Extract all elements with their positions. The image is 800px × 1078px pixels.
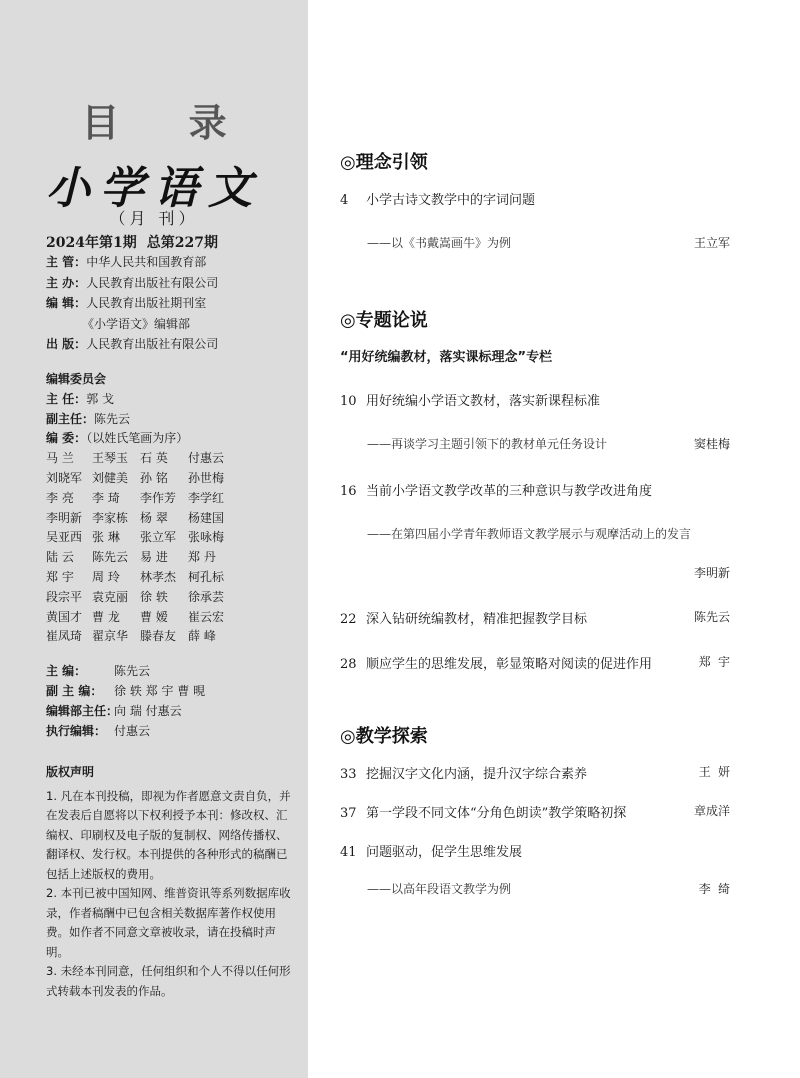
article-subtitle: ——再谈学习主题引领下的教材单元任务设计 <box>367 437 608 451</box>
committee-member: 崔凤琦 <box>46 629 83 644</box>
committee-member: 易 进 <box>140 550 168 565</box>
committee-member: 黄国才 <box>46 609 83 624</box>
article-subtitle-row <box>367 234 730 251</box>
page-number: 28 <box>340 657 357 672</box>
toc-entry[interactable] <box>340 390 730 409</box>
committee-member: 杨 翠 <box>140 510 168 525</box>
editors-list <box>46 661 205 741</box>
committee-member: 徐承芸 <box>188 589 225 604</box>
copyright-item: 1. 凡在本刊投稿，即视为作者愿意文责自负，并在发表后自愿将以下权利授予本刊：修改权、汇编权、印刷权及电子版的复制权、网络传播权、翻译权、发行权。本刊提供的各种形式的稿酬已包括上述版权的费用。 <box>46 788 291 881</box>
article-subtitle: ——以《书戴嵩画牛》为例 <box>367 236 512 250</box>
article-author: 窦桂梅 <box>693 437 730 451</box>
article-title: 深入钻研统编教材，精准把握教学目标 <box>366 612 588 627</box>
committee-member-list <box>46 449 234 647</box>
committee-member: 马 兰 <box>46 451 74 466</box>
committee-member: 付惠云 <box>188 451 225 466</box>
pub-row: 《小学语文》编辑部 <box>82 316 191 331</box>
article-subtitle-row <box>367 880 730 897</box>
editor-row: 主 编： 陈先云 <box>46 664 151 678</box>
committee-member: 徐 轶 <box>140 589 168 604</box>
page-number: 10 <box>340 394 357 409</box>
committee-member: 李学红 <box>188 490 225 505</box>
section-title: ◎专题论说 <box>340 310 428 331</box>
issue-number: 2024年第1期 <box>46 235 137 251</box>
page-number: 16 <box>340 484 357 499</box>
committee-member: 李作芳 <box>140 490 177 505</box>
article-author: 章成洋 <box>693 804 730 818</box>
committee-heading: 编辑委员会 <box>46 372 107 386</box>
pub-row: 编 辑：人民教育出版社期刊室 <box>46 296 207 310</box>
committee-members-label: 编 委：（以姓氏笔画为序） <box>46 431 189 446</box>
article-author: 李明新 <box>693 566 730 580</box>
committee-member: 薛 峰 <box>188 629 216 644</box>
section-title: ◎教学探索 <box>340 726 428 747</box>
committee-member: 张立军 <box>140 530 177 545</box>
committee-member: 孙 铭 <box>140 470 168 485</box>
article-title: 第一学段不同文体“分角色朗读”教学策略初探 <box>366 806 627 821</box>
article-author: 王 妍 <box>698 765 730 779</box>
page-number: 22 <box>340 612 357 627</box>
committee-member: 刘晓军 <box>46 470 83 485</box>
committee-deputy: 副主任：陈先云 <box>46 411 131 426</box>
committee-member: 林孝杰 <box>140 569 177 584</box>
sidebar-panel <box>0 0 308 1078</box>
toc-entry[interactable] <box>340 841 730 860</box>
committee-member: 张 琳 <box>92 530 120 545</box>
total-issue: 总第227期 <box>146 235 218 251</box>
frequency: （月 刊） <box>109 209 199 228</box>
article-title: 问题驱动，促学生思维发展 <box>366 845 523 860</box>
committee-member: 陈先云 <box>92 550 129 565</box>
committee-member: 段宗平 <box>46 589 83 604</box>
committee-member: 郑 宇 <box>46 569 74 584</box>
editor-row: 编辑部主任：向 瑞 付惠云 <box>46 704 182 718</box>
committee-member: 袁克丽 <box>92 589 129 604</box>
toc-entry[interactable] <box>340 480 730 499</box>
committee-member: 王琴玉 <box>92 451 129 466</box>
committee-member: 吴亚西 <box>46 530 83 545</box>
committee-member: 李 亮 <box>46 490 74 505</box>
toc-entry[interactable] <box>340 653 730 672</box>
committee-member: 刘健美 <box>92 470 129 485</box>
article-subtitle: ——在第四届小学青年教师语文教学展示与观摩活动上的发言 <box>367 527 692 541</box>
pub-row: 出 版：人民教育出版社有限公司 <box>46 337 219 351</box>
committee-member: 石 英 <box>140 451 168 466</box>
toc-entry[interactable] <box>340 802 730 821</box>
committee-member: 滕春友 <box>140 629 177 644</box>
page-number: 37 <box>340 806 357 821</box>
committee-member: 孙世梅 <box>188 470 225 485</box>
toc-title: 目 录 <box>81 100 255 145</box>
publication-info <box>46 252 218 355</box>
toc-entry[interactable] <box>340 189 730 208</box>
editor-row: 执行编辑： 付惠云 <box>46 724 151 738</box>
committee-member: 陆 云 <box>46 550 74 565</box>
article-title: 顺应学生的思维发展，彰显策略对阅读的促进作用 <box>366 657 653 672</box>
copyright-heading: 版权声明 <box>46 765 95 779</box>
article-subtitle-row <box>367 435 730 452</box>
toc-entry[interactable] <box>340 763 730 782</box>
committee-member: 李明新 <box>46 510 83 525</box>
pub-row: 主 办：人民教育出版社有限公司 <box>46 275 219 290</box>
page-number: 33 <box>340 767 357 782</box>
article-title: 当前小学语文教学改革的三种意识与教学改进角度 <box>366 484 653 499</box>
article-title: 小学古诗文教学中的字词问题 <box>366 193 536 208</box>
article-author: 陈先云 <box>693 610 730 624</box>
article-subtitle: ——以高年段语文教学为例 <box>367 882 512 896</box>
column-heading: “用好统编教材，落实课标理念”专栏 <box>340 350 553 365</box>
committee-member: 柯孔标 <box>188 569 225 584</box>
page-number: 4 <box>340 193 349 208</box>
article-author: 王立军 <box>693 236 730 250</box>
committee-member: 曹 龙 <box>92 609 120 624</box>
committee-director: 主 任：郭 戈 <box>46 391 115 406</box>
editor-row: 副 主 编： 徐 轶 郑 宇 曹 晛 <box>46 684 206 698</box>
article-title: 用好统编小学语文教材，落实新课程标准 <box>366 394 601 409</box>
committee-member: 周 玲 <box>92 569 120 584</box>
issue-line <box>46 232 218 252</box>
article-author: 郑 宇 <box>698 655 730 669</box>
section-title: ◎理念引领 <box>340 152 428 173</box>
article-title: 挖掘汉字文化内涵，提升汉字综合素养 <box>366 767 588 782</box>
article-author: 李 绮 <box>698 882 730 896</box>
copyright-item: 3. 未经本刊同意，任何组织和个人不得以任何形式转载本刊发表的作品。 <box>46 964 291 998</box>
committee-member: 张咏梅 <box>188 530 225 545</box>
committee-member: 李家栋 <box>92 510 129 525</box>
copyright-notice <box>46 763 296 1001</box>
committee-member: 郑 丹 <box>188 550 216 565</box>
editorial-committee <box>46 370 234 647</box>
committee-member: 翟京华 <box>92 629 129 644</box>
pub-row: 主 管：中华人民共和国教育部 <box>46 255 207 269</box>
copyright-item: 2. 本刊已被中国知网、维普资讯等系列数据库收录，作者稿酬中已包含相关数据库著作权使用费。如作者不同意文章被收录，请在投稿时声明。 <box>46 886 291 959</box>
committee-member: 杨建国 <box>188 510 225 525</box>
committee-member: 崔云宏 <box>188 609 225 624</box>
page-number: 41 <box>340 845 357 860</box>
toc-entry[interactable] <box>340 608 730 627</box>
committee-member: 李 琦 <box>92 490 120 505</box>
magazine-title: 小学语文 <box>46 163 262 214</box>
committee-member: 曹 嫒 <box>140 609 168 624</box>
article-subtitle-row <box>367 525 730 542</box>
